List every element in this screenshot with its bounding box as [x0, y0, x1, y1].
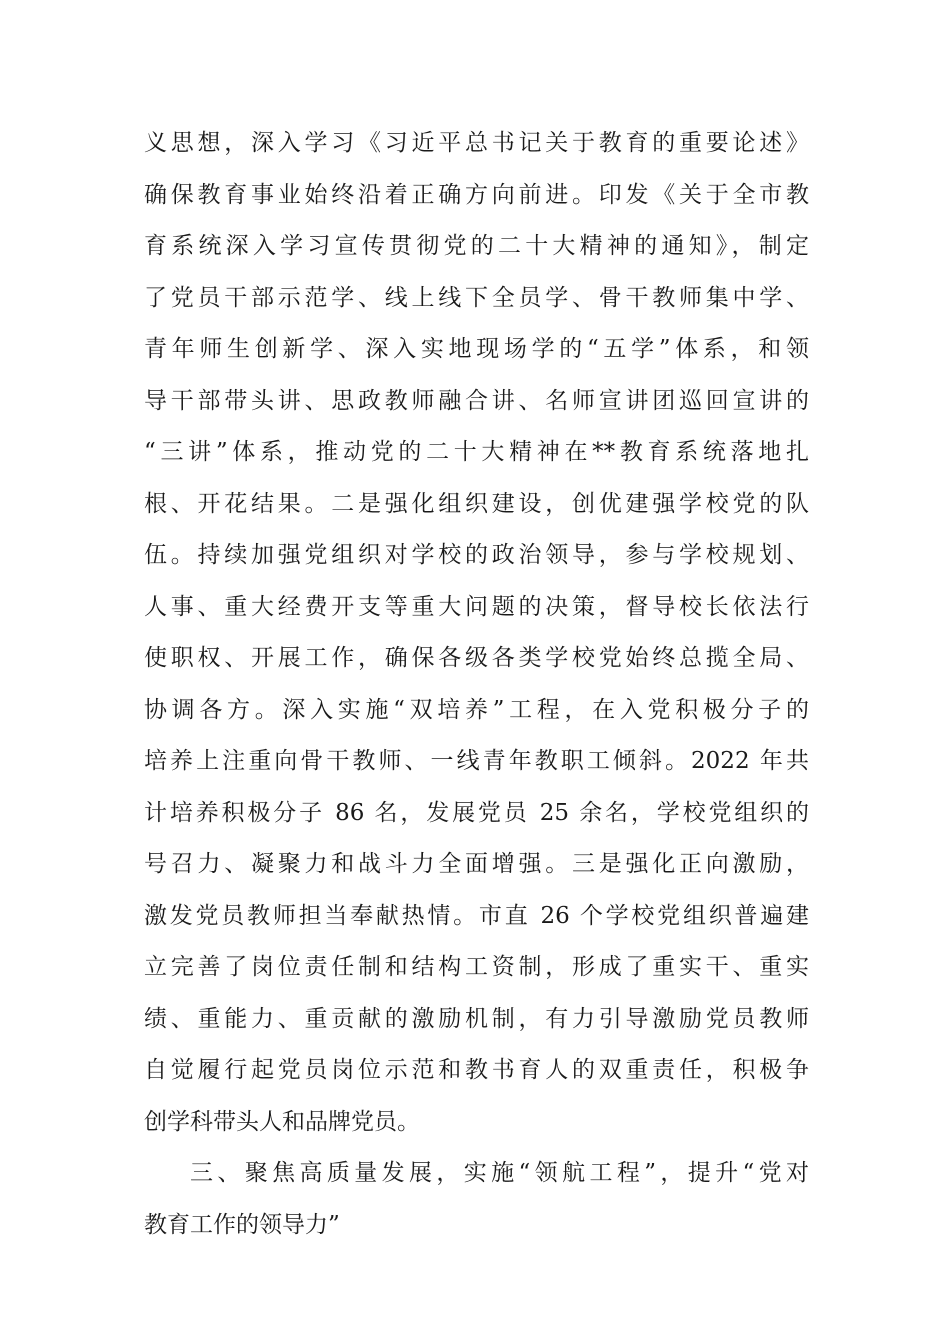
paragraph-line-last: 创学科带头人和品牌党员。 — [144, 1108, 420, 1135]
paragraph-line: 义思想，深入学习《习近平总书记关于教育的重要论述》 — [144, 130, 809, 156]
paragraph-line: 伍。持续加强党组织对学校的政治领导，参与学校规划、 — [144, 542, 809, 568]
paragraph-line: 根、开花结果。二是强化组织建设，创优建强学校党的队 — [144, 490, 809, 517]
paragraph-line: 青年师生创新学、深入实地现场学的“五学”体系，和领 — [144, 336, 809, 362]
heading-line-last: 教育工作的领导力” — [144, 1211, 340, 1238]
paragraph-line: 使职权、开展工作，确保各级各类学校党始终总揽全局、 — [144, 645, 809, 671]
paragraph-line: 绩、重能力、重贡献的激励机制，有力引导激励党员教师 — [144, 1005, 809, 1032]
paragraph-line: 育系统深入学习宣传贯彻党的二十大精神的通知》，制定 — [144, 233, 809, 259]
paragraph-line: 人事、重大经费开支等重大问题的决策，督导校长依法行 — [144, 593, 809, 620]
paragraph-line: 激发党员教师担当奉献热情。市直 26 个学校党组织普遍建 — [144, 902, 809, 929]
paragraph-line: 培养上注重向骨干教师、一线青年教职工倾斜。2022 年共 — [144, 748, 809, 774]
paragraph-line: 确保教育事业始终沿着正确方向前进。印发《关于全市教 — [144, 181, 809, 208]
paragraph-line: 了党员干部示范学、线上线下全员学、骨干教师集中学、 — [144, 284, 809, 311]
paragraph-line: 立完善了岗位责任制和结构工资制，形成了重实干、重实 — [144, 954, 809, 980]
paragraph-line: 计培养积极分子 86 名，发展党员 25 余名，学校党组织的 — [144, 799, 809, 826]
paragraph-line: 导干部带头讲、思政教师融合讲、名师宣讲团巡回宣讲的 — [144, 387, 809, 414]
body-paragraph — [144, 118, 809, 1148]
paragraph-line: 自觉履行起党员岗位示范和教书育人的双重责任，积极争 — [144, 1057, 809, 1083]
paragraph-line: 协调各方。深入实施“双培养”工程，在入党积极分子的 — [144, 696, 809, 723]
paragraph-line: 号召力、凝聚力和战斗力全面增强。三是强化正向激励， — [144, 851, 809, 877]
section-heading — [144, 1148, 809, 1251]
document-body — [144, 118, 809, 1251]
paragraph-line: “三讲”体系，推动党的二十大精神在**教育系统落地扎 — [144, 439, 809, 465]
heading-line: 三、聚焦高质量发展，实施“领航工程”，提升“党对 — [190, 1160, 809, 1186]
